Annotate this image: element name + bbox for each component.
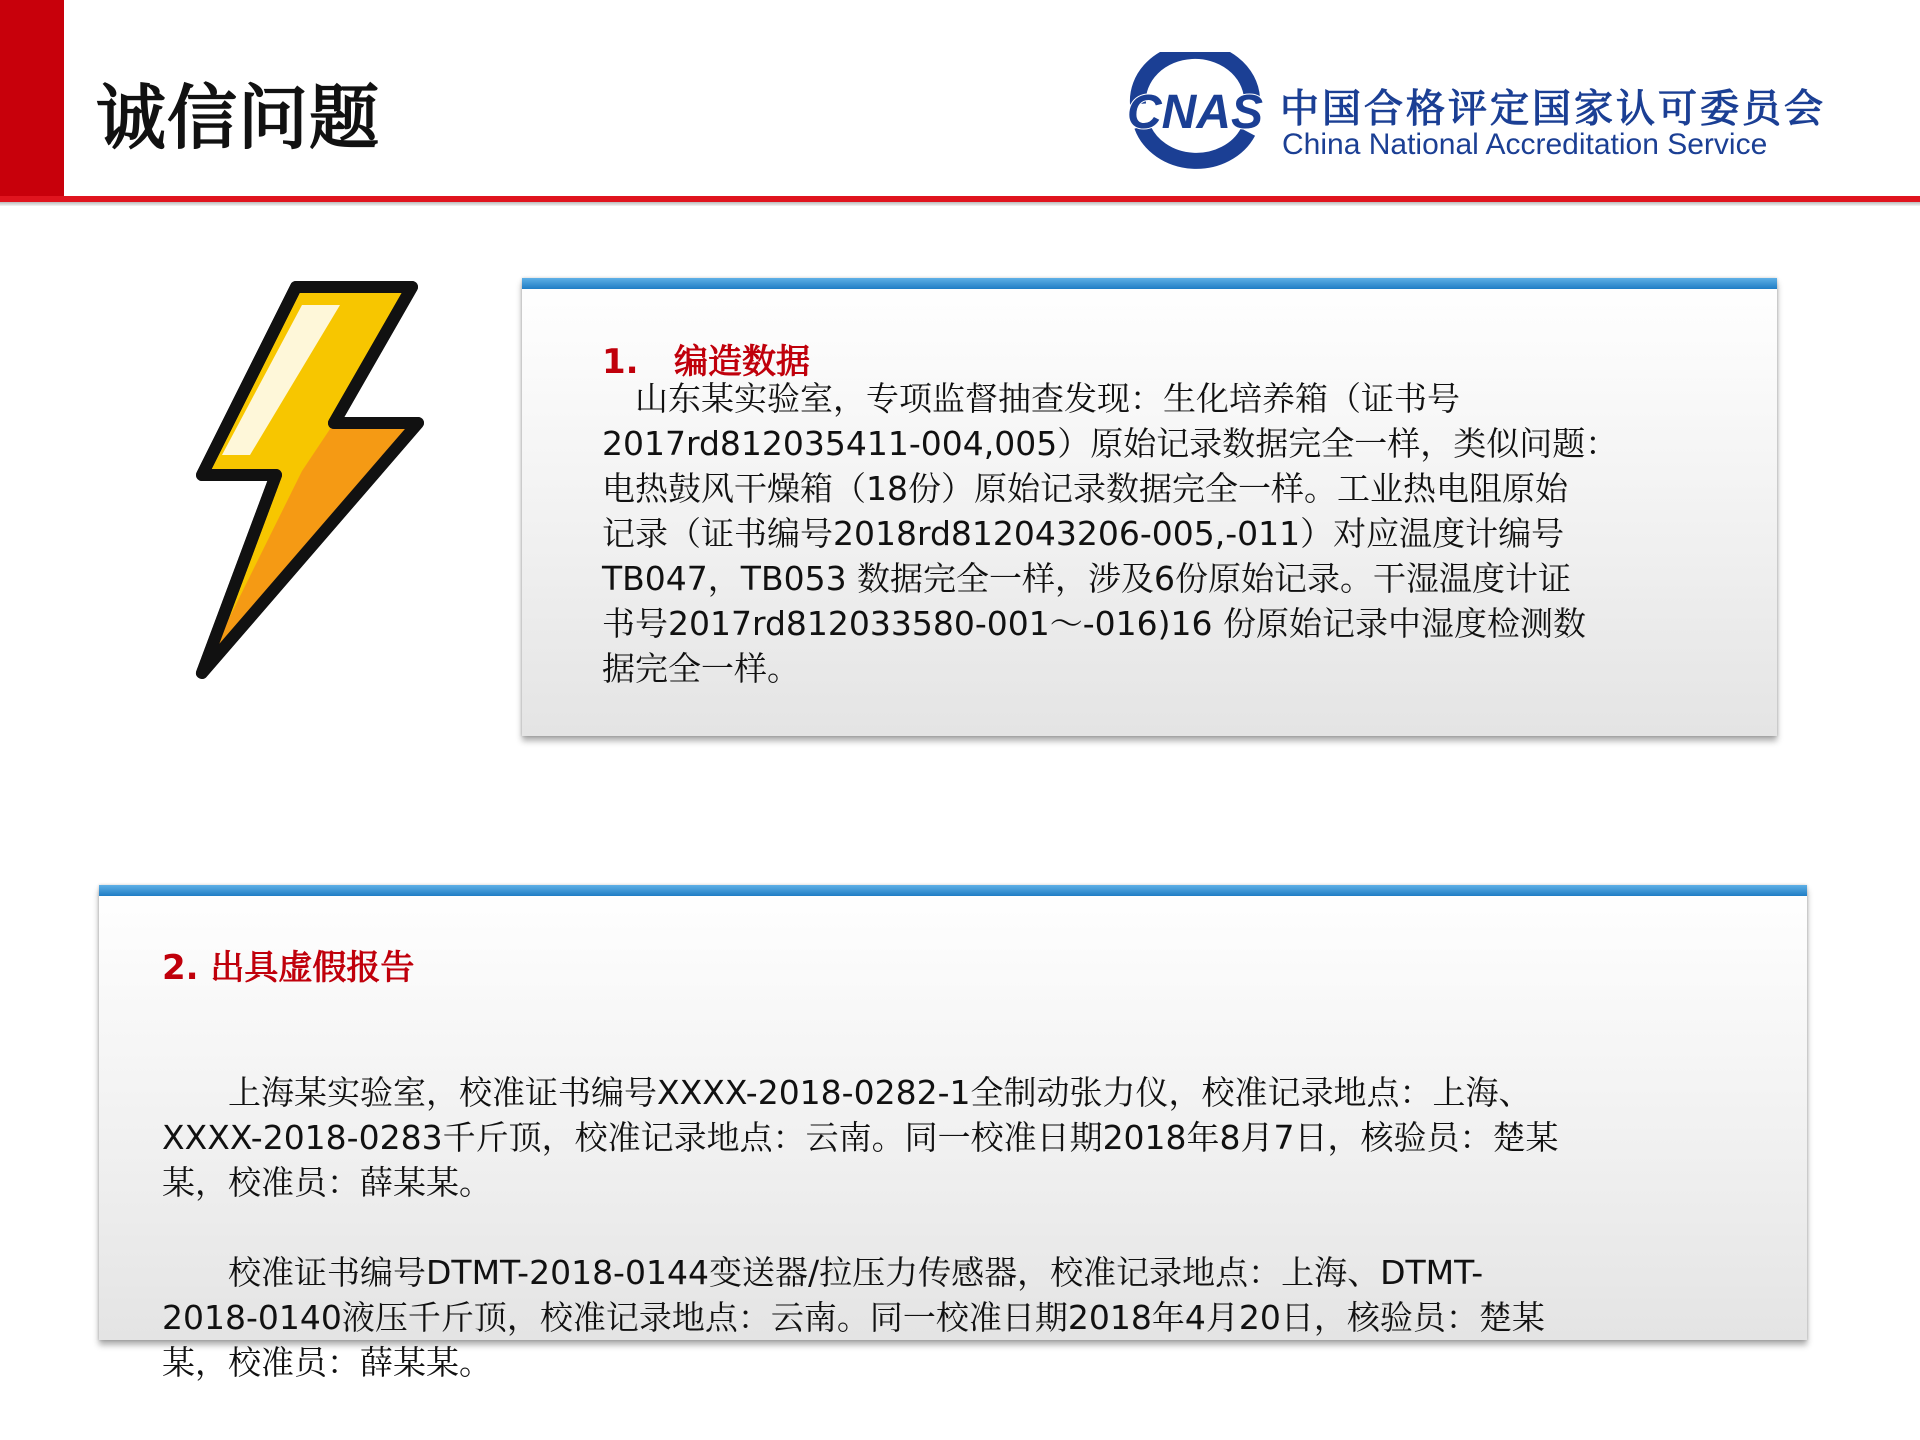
lightning-bolt-icon	[190, 275, 430, 685]
cnas-logo-icon	[1120, 52, 1270, 172]
logo-name-cn: 中国合格评定国家认可委员会	[1280, 87, 1827, 132]
logo-name-en: China National Accreditation Service	[1282, 128, 1768, 161]
section-body	[162, 1025, 1782, 1430]
section-paragraph: 校准证书编号DTMT-2018-0144变送器/拉压力传感器，校准记录地点：上海、DTMT- 2018-0140液压千斤顶，校准记录地点：云南。同一校准日期2018年4月20日，核验员：楚某 某，校准员：薛某某。	[162, 1253, 1545, 1382]
section-top-bar	[522, 278, 1777, 289]
section-heading: 2. 出具虚假报告	[162, 948, 415, 988]
cnas-logo-text: CNAS	[1126, 86, 1264, 139]
header-divider-shadow	[0, 202, 1920, 206]
page-title: 诚信问题	[96, 77, 380, 159]
section-false-reports	[99, 885, 1807, 1382]
section-fabricated-data	[522, 278, 1777, 736]
section-number: 1.	[602, 342, 639, 382]
cnas-logo	[1120, 52, 1827, 172]
header-red-block	[0, 0, 64, 196]
section-top-bar	[99, 885, 1807, 896]
section-body: 山东某实验室，专项监督抽查发现：生化培养箱（证书号 2017rd812035411-004,005）原始记录数据完全一样，类似问题： 电热鼓风干燥箱（18份）原始记录数据完全一样。工业热电阻原始 记录（证书编号2018rd812043206-005,-011）对应温度计编号 TB047，TB053 数据完全一样，涉及6份原始记录。干湿温度计证 书号2017rd812033580-001～-016)16 份原始记录中湿度检测数 据完全一样。	[602, 379, 1619, 688]
section-paragraph: 上海某实验室，校准证书编号XXXX-2018-0282-1全制动张力仪，校准记录地点：上海、 XXXX-2018-0283千斤顶，校准记录地点：云南。同一校准日期2018年8月7日，核验员：楚某 某，校准员：薛某某。	[162, 1073, 1559, 1202]
section-title: 编造数据	[674, 342, 810, 382]
